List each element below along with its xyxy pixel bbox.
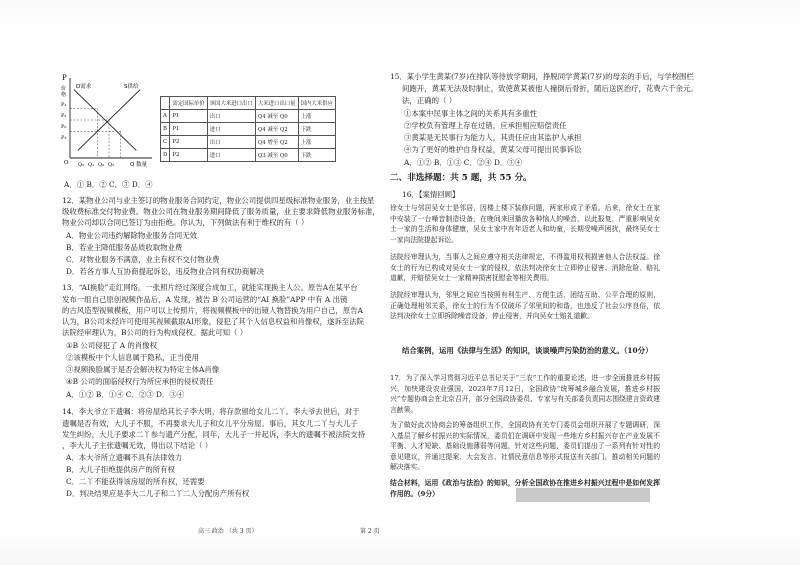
table-header: 该国大米进口出口 <box>207 97 255 110</box>
q14-line: ，李大儿子主张遗嘱无效，得出以下结论（ ） <box>62 441 213 450</box>
supply-demand-chart <box>60 72 156 172</box>
table-row <box>161 136 336 149</box>
q16-title: 16．【案情回顾】 <box>402 190 460 199</box>
y-axis-glyph: P <box>62 74 67 82</box>
q12-option: D．若各方事人互协商提起诉讼，违反物业合同有权协商解决 <box>66 267 265 276</box>
q12-option: B．若业主降低服务品质收取物业费 <box>66 243 183 252</box>
right-column <box>390 0 800 565</box>
q12-line: 物业公司却以合同已签订为由拒绝。你认为，下列做法有利于维权的有（ ） <box>62 218 309 227</box>
table-cell: D <box>161 149 170 162</box>
table-cell: 下跌 <box>298 123 335 136</box>
x-tick-label: Q₂ <box>108 162 115 168</box>
q14-option: D．判决结果应是李大二儿子和二丫二人分配房产所有权 <box>66 489 250 498</box>
table-header: 国内大米供应 <box>298 97 335 110</box>
q13-line: 13．“AI换脸”走红网络。一张照片经过深度合成加工，就能实现换主人公。原告A在某平台 <box>62 283 358 292</box>
table-cell: 下跌 <box>298 149 335 162</box>
q15-options: A．①② B．①③ C．②④ D．③④ <box>404 158 523 167</box>
table-header-row <box>161 97 336 110</box>
q15-statement: ④为了更好的维护自身权益，黄某父母可提出民事诉讼 <box>404 145 582 154</box>
q13-statement: ④B 公司的面临侵权行为所应承担的侵权责任 <box>66 377 214 386</box>
table-header: 大米进口出口量 <box>255 97 298 110</box>
q15-line: 间跑开，黄某无法及时制止，致使黄某被他人撞倒后骨折，随后送医治疗，花费六千余元。 <box>402 84 698 93</box>
x-tick-label: Q₀ <box>98 162 105 168</box>
q12-option: A．物业公司违约解除物业服务合同无效 <box>66 231 197 240</box>
table-cell: P1 <box>170 110 207 123</box>
table-row <box>161 149 336 162</box>
table-cell: B <box>161 123 170 136</box>
q14-line: 发生纠纷，大儿子要求二丫参与遗产分配，同年，大儿子一并起诉，李大的遗嘱不被法院支持 <box>62 430 366 439</box>
table-cell: 上涨 <box>298 110 335 123</box>
q15-statement: ①本案中民事主体之间的关系具有多重性 <box>404 109 538 118</box>
q13-line: 认为，B公司未经许可使用其视频截取AI形象，侵犯了其个人信息权益和肖像权，遂诉至法院 <box>62 317 364 326</box>
table-cell: Q4 减至 Q2 <box>255 123 298 136</box>
table-cell: Q4 减至 Q0 <box>255 110 298 123</box>
q15-statement: ③黄某是无民事行为能力人，其责任应由其监护人承担 <box>404 133 582 142</box>
q11-options: A．① B．② C．③ D．④ <box>64 180 153 189</box>
y-tick-label: P₃ <box>61 135 67 141</box>
q14-option: A．本大爷所立遗嘱不具有法律效力 <box>66 453 183 462</box>
y-tick-label: P₂ <box>61 113 67 119</box>
table-header: 需定国际单价 <box>170 97 207 110</box>
q15-line: 15．某小学生黄某(7岁)在排队等待放学期间，挣脱同学黄某(7岁)的母亲的手后，与学校围栏 <box>390 72 694 81</box>
q17-paragraph: 为了做好此次协商会的筹备组织工作，全国政协有关专门委员会组织开展了专题调研，深入基层了解乡村振兴的实际情况，委员们在调研中发现一些地方乡村振兴存在产业发展不平衡、人才短缺、基础设施薄弱等问题，针对这些问题，委员们提出了一系列有针对性的意见建议，并通过提案、大会发言、社情民意信息等形式报送有关部门，推动相关问题的解决落实。 <box>390 421 660 472</box>
q12-line: 级收费标准交付物业费。物业公司在物业服务期间降低了服务质量，业主要求降低物业服务标准， <box>62 207 380 216</box>
table-cell: A <box>161 110 170 123</box>
table-cell: 出口 <box>207 136 255 149</box>
table-cell: P2 <box>170 136 207 149</box>
q14-line: 遗嘱是否有效，大儿子不服，不再要求大儿子和女儿平分房屋。事后，其女儿二丫与大儿子 <box>62 419 358 428</box>
q13-line: 的古风造型视频模板，用户可以上传照片，将视频模板中的出镜人物替换为用户自己，原告A <box>62 306 363 315</box>
demand-label: D需求 <box>76 84 92 90</box>
rice-trade-table <box>160 96 336 162</box>
q16-paragraph: 法院经审理认为，邻里之间应当按照有利生产、方便生活、团结互助、公平合理的原则，正确处理相邻关系，徐女士的行为不仅破坏了邻里间的和谐，也违反了社会公序良俗，依法判决徐女士立即拆除噪音设备，停止侵害，并向吴女士赔礼道歉。 <box>390 291 660 321</box>
q15-statement: ②学校负有管理上存在过错，应承担相应赔偿责任 <box>404 121 567 130</box>
table-cell: Q4 增至 Q2 <box>255 136 298 149</box>
q13-statement: ②该模板中个人信息属于隐私，正当使用 <box>66 353 200 362</box>
x-tick-label: Q₁ <box>88 162 95 168</box>
q12-option: C．对物业服务不满意，业主有权不交付物业费 <box>66 255 220 264</box>
origin-label: O <box>64 160 69 166</box>
supply-label: S供给 <box>124 84 139 90</box>
table-cell: 上涨 <box>298 136 335 149</box>
q13-statement: ①B 公司侵犯了 A 的肖像权 <box>66 341 157 350</box>
y-axis-char-1: 价 <box>61 86 67 92</box>
page-number: 第 2 页 <box>360 528 380 535</box>
q13-statement: ③视频换脸属于是否会解决权为特定主体A肖像 <box>66 365 220 374</box>
table-row <box>161 110 336 123</box>
q17-paragraph: 17．为了深入学习贯彻习近平总书记关于“三农”工作的重要论述，进一步全面推进乡村振兴，加快建设农业强国，2023年7月12日，全国政协“统筹城乡融合发展，推进乡村振兴”专题协商会在北京召开，部分全国政协委员、专家与有关部委负责同志围绕建言资政建言献策。 <box>390 374 660 414</box>
x-axis-label: Q 数量 <box>130 162 148 168</box>
table-row <box>161 123 336 136</box>
y-tick-label: P₁ <box>61 102 67 108</box>
q13-line: 法院经审理认为，B公司的行为构成侵权。据此可知（ ） <box>62 328 248 337</box>
q15-line: 法，正确的（ ） <box>402 96 457 105</box>
x-tick-label: Q₃ <box>78 162 85 168</box>
y-tick-label: P₀ <box>61 124 67 130</box>
q14-option: B．大儿子拒绝提供房产的所有权 <box>66 465 175 474</box>
table-cell: C <box>161 136 170 149</box>
q16-task: 结合案例，运用《法律与生活》的知识，谈谈噪声污染防治的意义。（10分） <box>402 346 653 355</box>
table-cell: 进口 <box>207 149 255 162</box>
q12-line: 12．某物业公司与业主签订的物业服务合同约定，物业公司提供四星级标准物业服务，业主按星 <box>62 196 375 205</box>
table-cell: 出口 <box>207 110 255 123</box>
redacted-block <box>516 488 650 502</box>
q16-paragraph: 法院经审理认为，当事人之间应遵守相关法律规定，不得滥用权利损害他人合法权益。徐女士的行为已构成对吴女士一家的侵权，依法判决徐女士立即停止侵害、消除危险、赔礼道歉，并赔偿吴女士一家精神损害抚慰金等相关费用。 <box>390 253 660 283</box>
q17-task: 结合材料，运用《政治与法治》的知识，分析全国政协在推进乡村振兴过程中是如何发挥作用的。（9分） <box>390 479 660 498</box>
table-cell: Q3 减至 Q0 <box>255 149 298 162</box>
q13-options: A．①② B．①④ C．②③ D．③④ <box>66 390 185 399</box>
footer-left: 高三 政治 （共 3 页） <box>198 528 258 535</box>
q16-paragraph: 徐女士与邻居吴女士是邻居，因楼上楼下装修问题，两家形成了矛盾。后来，徐女士在家中安装了一台噪音制造设备，在晚间来回播放各种恼人的噪音，以此报复，严重影响吴女士一家的生活和身体健康，吴女士家中有年迈老人和幼童，长期受噪声困扰，最终吴女士一家向法院提起诉讼。 <box>390 204 660 244</box>
y-axis-char-2: 格 <box>61 92 67 98</box>
table-cell: P2 <box>170 149 207 162</box>
q14-option: C．二丫不能获得该房屋的所有权，还需要 <box>66 477 205 486</box>
section-heading: 二、非选择题：共 5 题，共 55 分。 <box>390 173 532 183</box>
q13-line: 发布一组自己原创视频作品后，A 发现，被告 B 公司运营的“AI 换脸”APP 中有 A 出镜 <box>62 295 348 304</box>
table-cell: P1 <box>170 123 207 136</box>
q14-line: 14．李大爷立下遗嘱：将房屋给其长子李大明，将存款留给女儿二丫。李大爷去世后，对于 <box>62 407 360 416</box>
table-cell: 进口 <box>207 123 255 136</box>
